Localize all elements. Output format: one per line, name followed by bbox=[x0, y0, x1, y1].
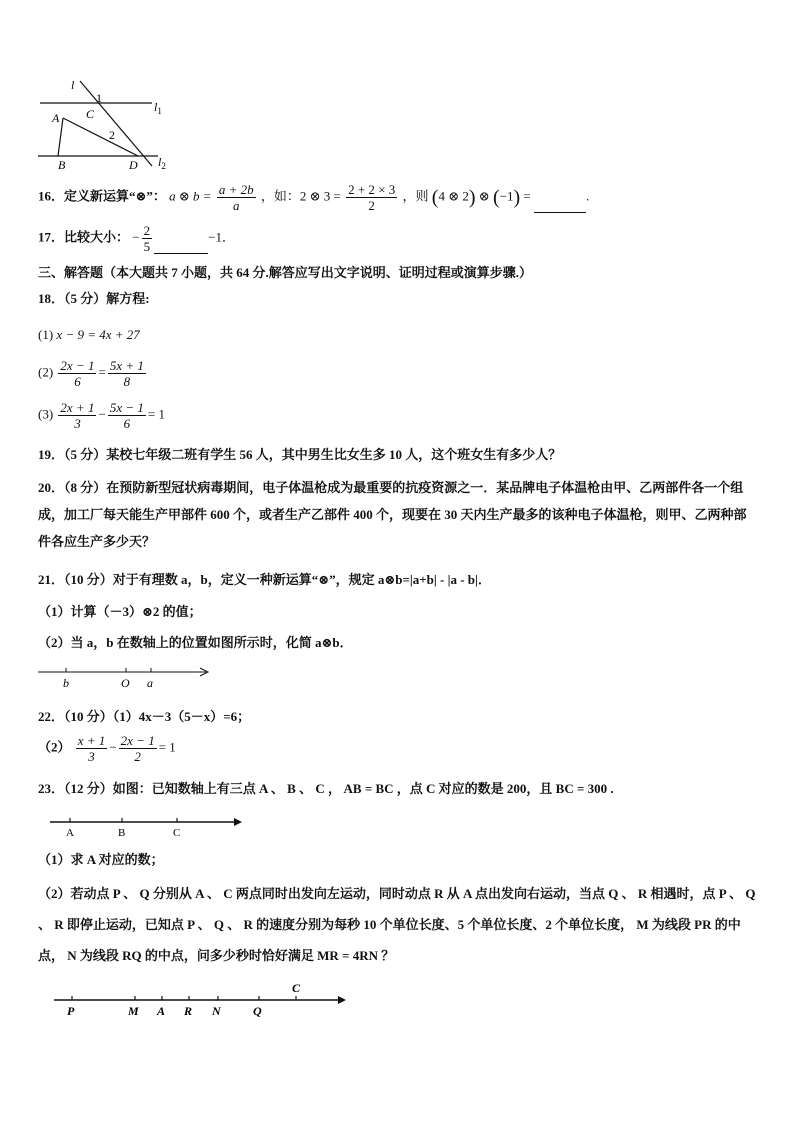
line-l bbox=[80, 81, 152, 166]
label-D: D bbox=[129, 158, 138, 172]
q17-rhs: −1． bbox=[208, 229, 235, 245]
q16-answer-blank[interactable] bbox=[534, 198, 586, 213]
axis-label-O: O bbox=[121, 676, 130, 690]
q18-p3-fraction-2: $\frac{5x - 1}{6}$ bbox=[109, 400, 144, 431]
q16-end: . bbox=[585, 188, 590, 204]
axis2-label-N: N bbox=[212, 1004, 221, 1018]
axis1-label-C: C bbox=[173, 827, 181, 839]
q18-p2-label: (2) bbox=[38, 364, 54, 380]
q23-title: 23．（12 分）如图：已知数轴上有三点 A 、 B 、 C ， AB = BC ，点 C 对应的数是 200，且 BC = 300 . bbox=[38, 781, 614, 796]
q22-p2-label: （2） bbox=[38, 739, 71, 755]
axis1-label-A: A bbox=[66, 827, 74, 839]
q16-then: ，则 bbox=[402, 188, 429, 204]
q22-minus: − bbox=[109, 739, 117, 755]
q16-expr-a: 4 ⊗ 2 bbox=[438, 188, 469, 204]
question-17 bbox=[38, 223, 235, 254]
q18-part-2 bbox=[38, 358, 148, 389]
axis2-label-R: R bbox=[184, 1004, 193, 1018]
q23-number-line-2 bbox=[52, 978, 352, 1020]
q17-minus: − bbox=[132, 229, 140, 245]
q16-lhs: a ⊗ b = bbox=[169, 188, 212, 204]
question-16: 16．定义新运算“⊗”： a ⊗ b = $\frac{a + 2b}{a}$ ，如：2 ⊗ 3 = $\frac{2 + 2 \times 3}{2}$ ，则 (4 ⊗ 2) ⊗ (−1) = . bbox=[38, 182, 590, 213]
q16-equals: = bbox=[523, 188, 531, 204]
q18-part-3 bbox=[38, 400, 165, 431]
label-l2: $l_2$ bbox=[158, 155, 166, 171]
axis2-label-M: M bbox=[128, 1004, 139, 1018]
axis2-label-Q: Q bbox=[253, 1004, 262, 1018]
q18-p3-rhs: = 1 bbox=[147, 406, 165, 422]
label-l: l bbox=[71, 78, 75, 92]
q17-prefix: 17．比较大小： bbox=[38, 229, 130, 245]
q22-fraction-2: $\frac{2x - 1}{2}$ bbox=[120, 733, 155, 764]
label-angle-2: 2 bbox=[109, 128, 115, 142]
section-3-heading: 三、解答题（本大题共 7 小题，共 64 分.解答应写出文字说明、证明过程或演算步骤.） bbox=[38, 265, 533, 280]
q23-number-line-1 bbox=[50, 814, 246, 840]
q16-otimes: ⊗ bbox=[478, 188, 490, 204]
q23-part-1: （1）求 A 对应的数； bbox=[38, 852, 164, 867]
q18-p2-equals: = bbox=[98, 364, 106, 380]
q16-fraction-2: $\frac{2 + 2 \times 3}{2}$ bbox=[348, 182, 396, 213]
label-A: A bbox=[52, 111, 60, 125]
q18-part-1 bbox=[38, 326, 140, 344]
q18-p3-label: (3) bbox=[38, 406, 54, 422]
axis2-label-C: C bbox=[292, 981, 301, 995]
axis-label-b: b bbox=[63, 676, 69, 690]
q18-p2-fraction-2: $\frac{5x + 1}{8}$ bbox=[109, 358, 144, 389]
q18-p2-fraction-1: $\frac{2x - 1}{6}$ bbox=[60, 358, 95, 389]
q21-number-line bbox=[36, 662, 216, 690]
q21-part-1: （1）计算（－3）⊗2 的值； bbox=[38, 604, 202, 619]
q21-title: 21．（10 分）对于有理数 a，b，定义一种新运算“⊗”，规定 a⊗b=|a+b| - |a - b|． bbox=[38, 572, 491, 587]
q16-example: ，如：2 ⊗ 3 = bbox=[260, 188, 341, 204]
q16-expr-b: −1 bbox=[499, 188, 514, 204]
q18-p1-equation: x − 9 = 4x + 27 bbox=[56, 327, 140, 342]
q18-p1-label: (1) bbox=[38, 327, 54, 342]
label-B: B bbox=[58, 158, 66, 172]
q18-p3-fraction-1: $\frac{2x + 1}{3}$ bbox=[60, 400, 95, 431]
q21-part-2: （2）当 a，b 在数轴上的位置如图所示时，化简 a⊗b． bbox=[38, 635, 353, 650]
axis2-label-P: P bbox=[67, 1004, 75, 1018]
q17-fraction: $\frac{2}{5}$ bbox=[143, 223, 151, 254]
q22-rhs: = 1 bbox=[158, 739, 176, 755]
axis2-label-A: A bbox=[157, 1004, 166, 1018]
q16-prefix: 16．定义新运算“⊗”： bbox=[38, 188, 166, 204]
axis-label-a: a bbox=[147, 676, 153, 690]
q22-part-1: 22．（10 分）（1）4x－3（5－x）=6； bbox=[38, 709, 251, 724]
q23-part-2: （2）若动点 P 、 Q 分别从 A 、 C 两点同时出发向左运动，同时动点 R 从 A 点出发向右运动，当点 Q 、 R 相遇时，点 P 、 Q 、 R 即停止运动，已知点 P 、 Q 、 R 的速度分别为每秒 10 个单位长度、5 个单位长度、2 个单位长度， M 为线段 PR 的中点， N 为线段 RQ 的中点，问多少秒时恰好满足 MR = 4RN ？ bbox=[38, 886, 756, 963]
q16-fraction-1: $\frac{a + 2b}{a}$ bbox=[218, 182, 254, 213]
q18-p3-minus: − bbox=[98, 406, 106, 422]
q17-answer-blank[interactable] bbox=[154, 239, 208, 254]
label-l1: $l_1$ bbox=[154, 100, 162, 116]
label-angle-1: 1 bbox=[96, 91, 102, 105]
question-20: 20．（8 分）在预防新型冠状病毒期间，电子体温枪成为最重要的抗疫资源之一．某品牌电子体温枪由甲、乙两部件各一个组成，加工厂每天能生产甲部件 600 个，或者生产乙部件 400 个，现要在 30 天内生产最多的该种电子体温枪，则甲、乙两种部件各应生产多少天？ bbox=[38, 480, 747, 549]
q22-fraction-1: $\frac{x + 1}{3}$ bbox=[77, 733, 106, 764]
q22-part-2 bbox=[38, 733, 176, 764]
q18-title: 18．（5 分）解方程: bbox=[38, 291, 150, 306]
question-19: 19．（5 分）某校七年级二班有学生 56 人，其中男生比女生多 10 人，这个班女生有多少人？ bbox=[38, 447, 562, 462]
parallel-lines-figure bbox=[30, 76, 190, 172]
label-C: C bbox=[86, 107, 95, 121]
axis1-label-B: B bbox=[118, 827, 126, 839]
